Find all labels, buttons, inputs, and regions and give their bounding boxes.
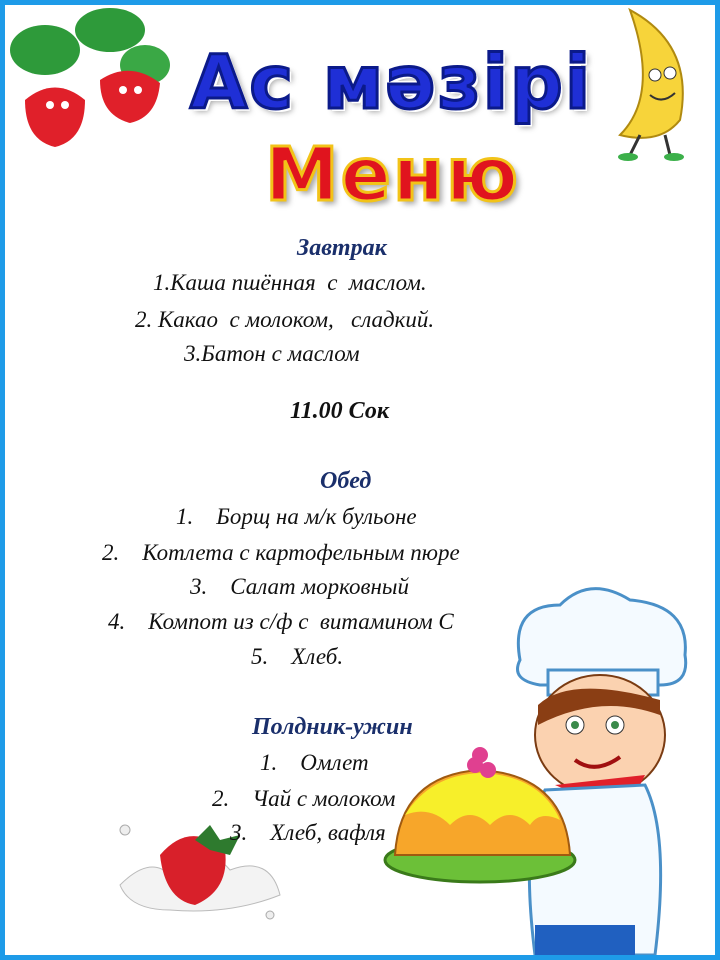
lunch-item: 5. Хлеб.: [251, 644, 344, 669]
snack-line: 11.00 Сок: [290, 398, 390, 424]
lunch-item: 1. Борщ на м/к бульоне: [176, 504, 417, 529]
strawberries-icon: [5, 5, 175, 150]
dinner-item: 2. Чай с молоком: [212, 786, 396, 811]
title-kazakh: Ас мәзірі: [190, 40, 593, 126]
lunch-item: 2. Котлета с картофельным пюре: [102, 540, 460, 565]
lunch-item: 3. Салат морковный: [190, 574, 409, 599]
breakfast-item: 1.Каша пшённая с маслом.: [153, 270, 427, 295]
breakfast-heading: Завтрак: [297, 235, 387, 261]
dinner-item: 1. Омлет: [260, 750, 369, 775]
lunch-heading: Обед: [320, 468, 372, 494]
dinner-item: 3. Хлеб, вафля: [230, 820, 386, 845]
breakfast-item: 2. Какао с молоком, сладкий.: [135, 307, 435, 332]
dinner-heading: Полдник-ужин: [252, 714, 413, 740]
title-russian: Меню: [265, 132, 520, 218]
lunch-item: 4. Компот из с/ф с витамином С: [108, 609, 454, 634]
banana-icon: [600, 5, 710, 165]
breakfast-item: 3.Батон с маслом: [184, 341, 360, 366]
